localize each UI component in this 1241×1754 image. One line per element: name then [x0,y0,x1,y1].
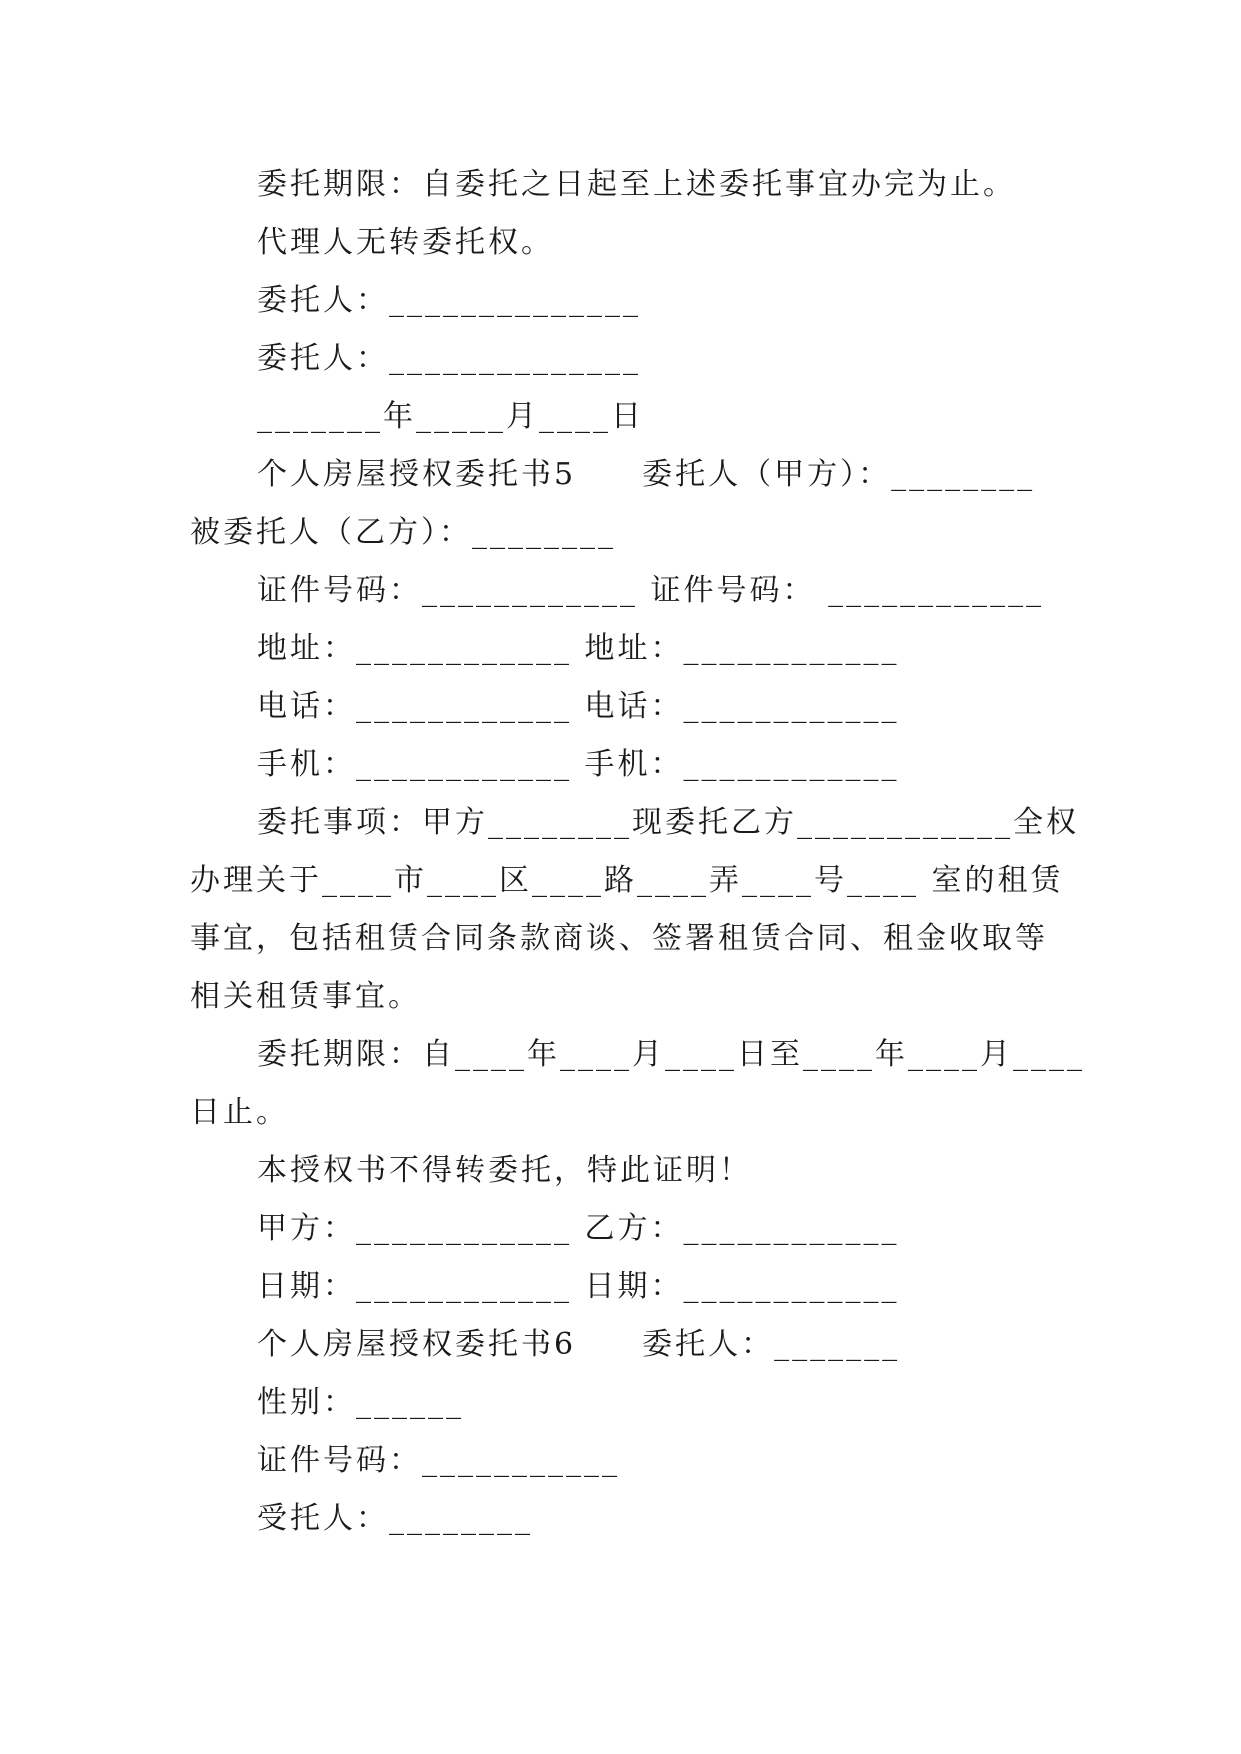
text-line: 受托人：________ [257,1501,533,1536]
text-line: 日止。 [190,1095,289,1130]
text-line: _______年_____月____日 [257,399,644,434]
text-line: 证件号码：____________ 证件号码： ____________ [257,573,1045,608]
text-line: 办理关于____市____区____路____弄____号____ 室的租赁 [190,863,1064,898]
text-line: 本授权书不得转委托，特此证明！ [257,1153,752,1188]
text-line: 委托事项：甲方________现委托乙方____________全权 [257,805,1079,840]
text-line: 相关租赁事宜。 [190,979,421,1014]
text-line: 委托人：______________ [257,283,641,318]
text-line: 甲方：____________ 乙方：____________ [257,1211,900,1246]
text-line: 委托期限：自____年____月____日至____年____月____ [257,1037,1085,1072]
text-line: 性别：______ [257,1385,464,1420]
text-line: 被委托人（乙方）：________ [190,515,616,550]
text-line: 个人房屋授权委托书5 委托人（甲方）：________ [257,457,1036,492]
text-line: 电话：____________ 电话：____________ [257,689,900,724]
text-line: 委托期限：自委托之日起至上述委托事宜办完为止。 [257,167,1016,202]
text-line: 地址：____________ 地址：____________ [257,631,900,666]
text-line: 手机：____________ 手机：____________ [257,747,900,782]
text-line: 个人房屋授权委托书6 委托人：_______ [257,1327,901,1362]
text-line: 事宜，包括租赁合同条款商谈、签署租赁合同、租金收取等 [190,921,1048,956]
text-line: 代理人无转委托权。 [257,225,554,260]
text-line: 证件号码：___________ [257,1443,620,1478]
text-line: 日期：____________ 日期：____________ [257,1269,900,1304]
text-line: 委托人：______________ [257,341,641,376]
